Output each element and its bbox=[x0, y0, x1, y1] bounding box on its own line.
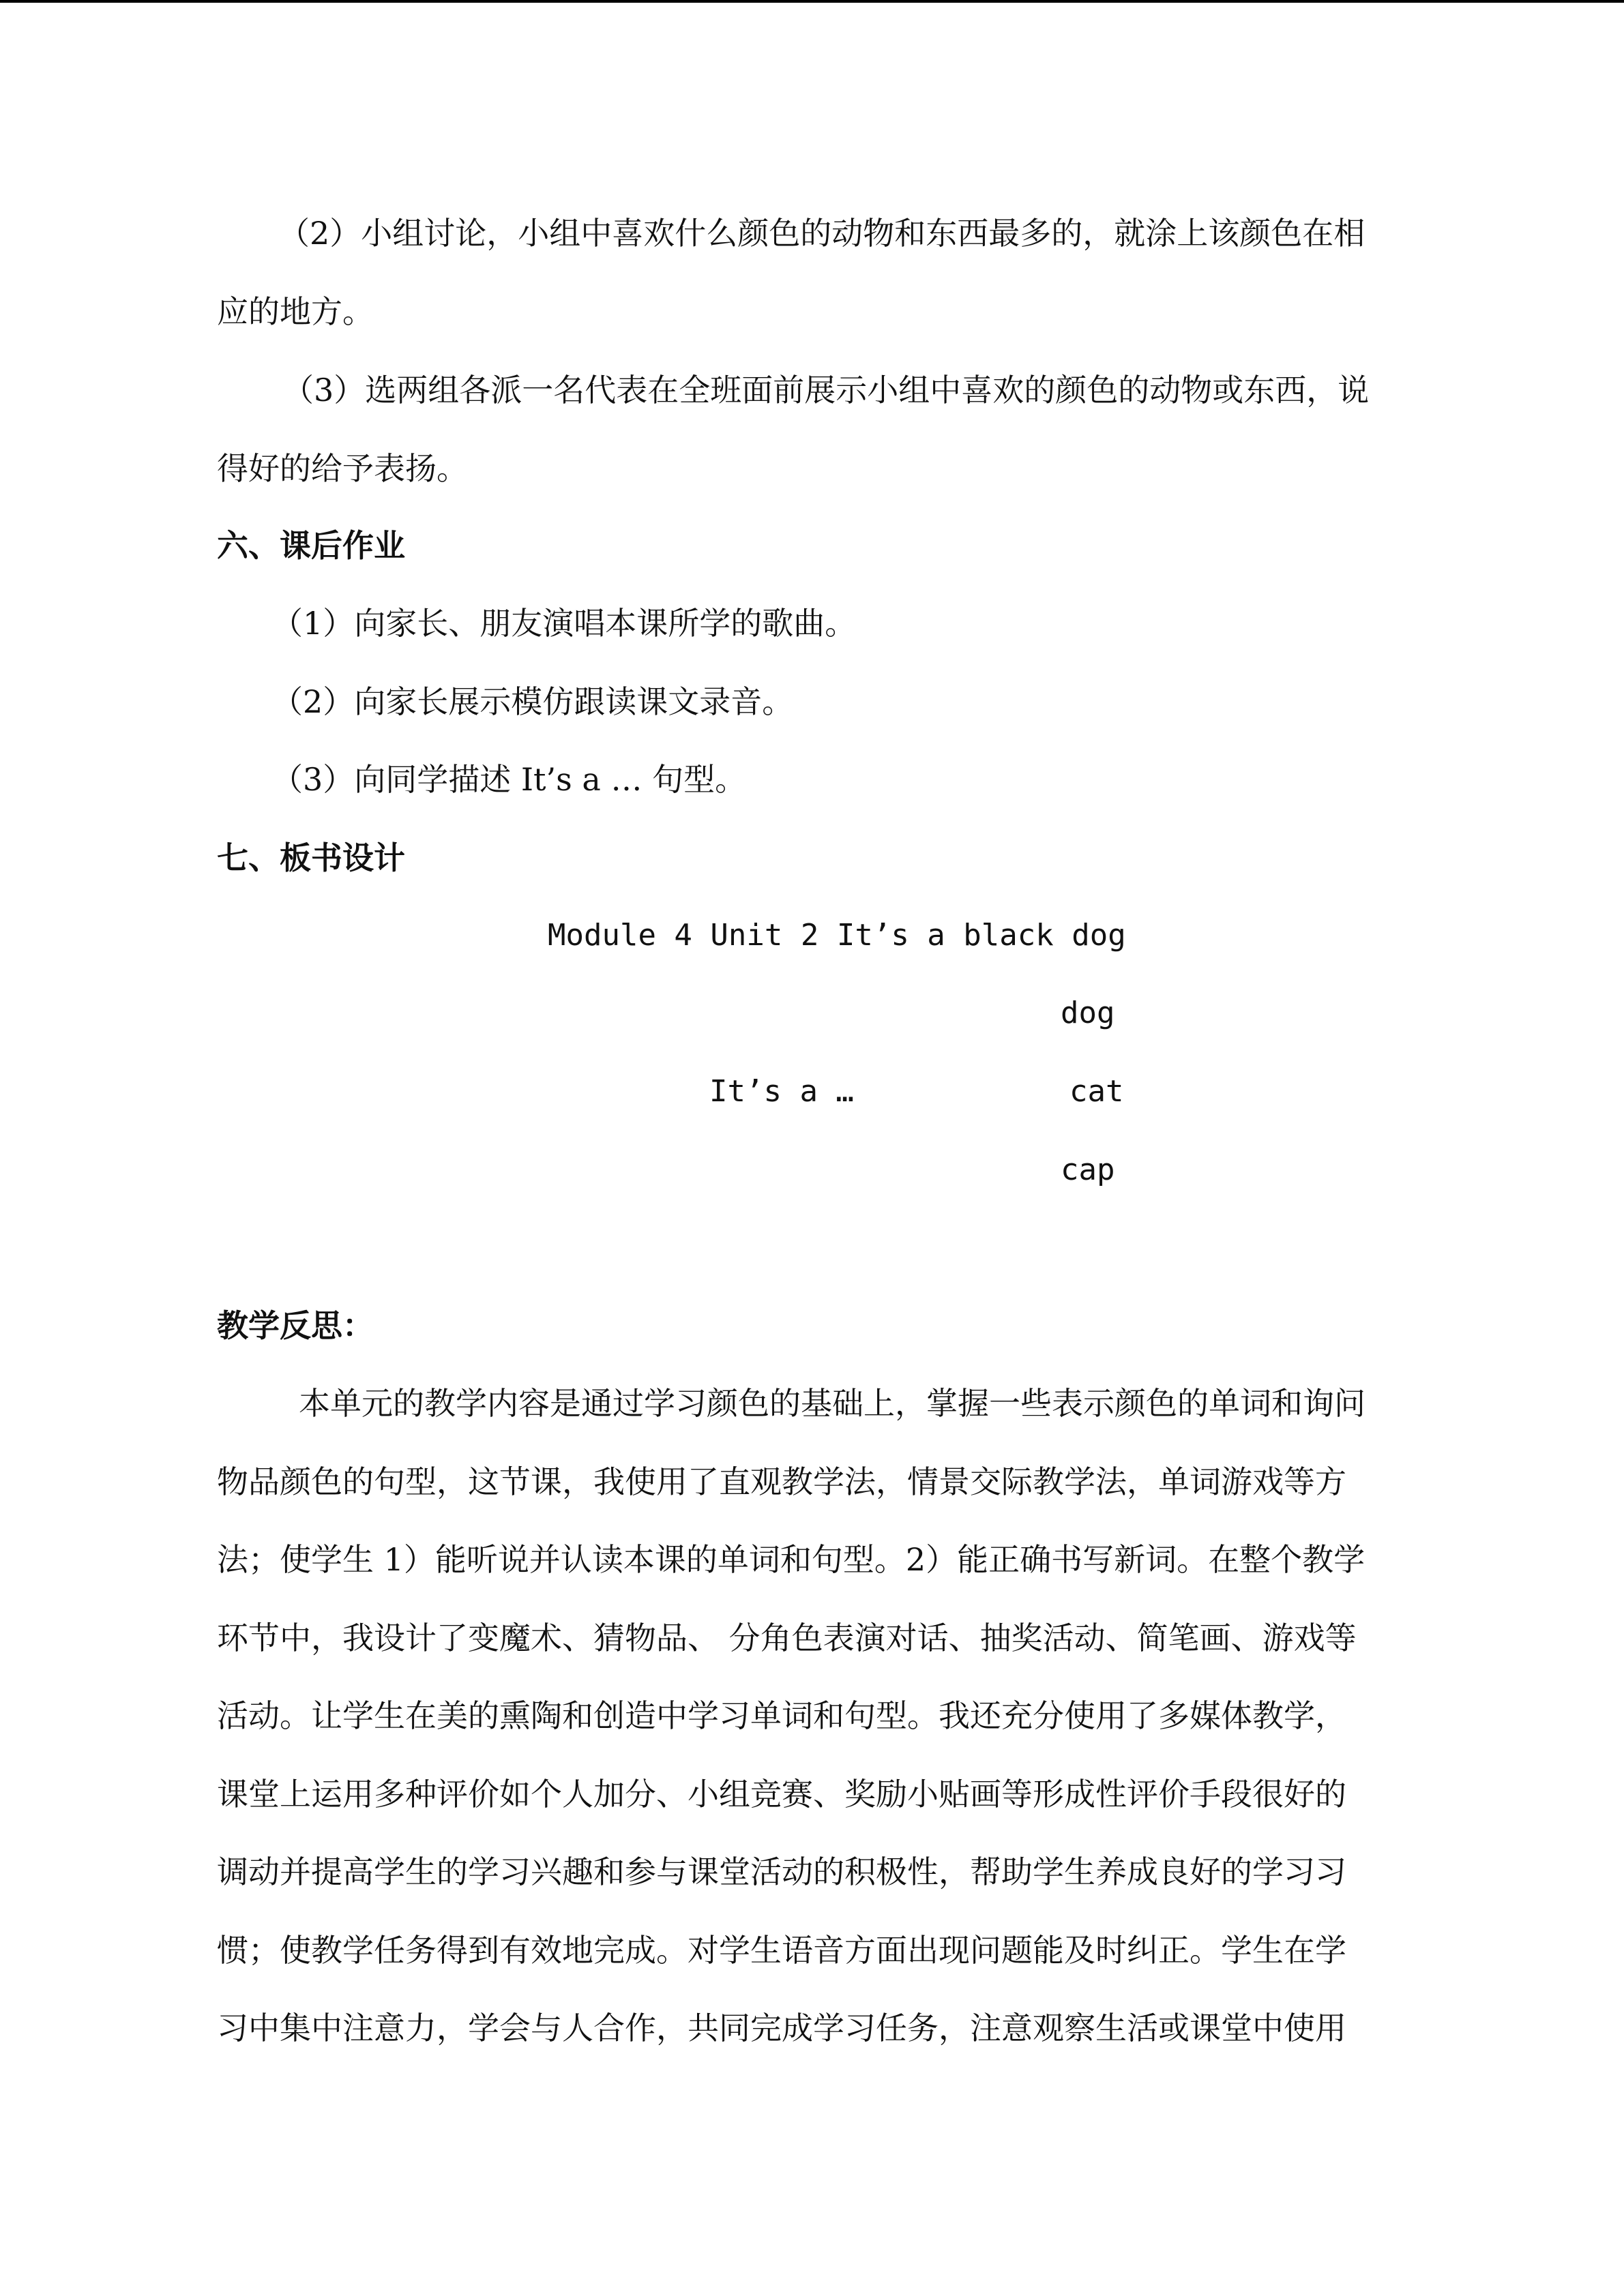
reflection-line-3: 法；使学生 1）能听说并认读本课的单词和句型。2）能正确书写新词。在整个教学 bbox=[217, 1541, 1365, 1578]
reflection-line-8: 惯；使教学任务得到有效地完成。对学生语音方面出现问题能及时纠正。学生在学 bbox=[217, 1932, 1346, 1969]
homework-item-3: （3）向同学描述 It’s a … 句型。 bbox=[271, 761, 747, 798]
board-design-heading: 七、板书设计 bbox=[217, 839, 405, 876]
section5-item2-line2: 应的地方。 bbox=[217, 293, 374, 330]
board-word-dog: dog bbox=[1061, 996, 1115, 1030]
board-sentence-pattern: It’s a … bbox=[709, 1074, 854, 1109]
section5-item3-line1: （3）选两组各派一名代表在全班面前展示小组中喜欢的颜色的动物或东西，说 bbox=[282, 372, 1370, 408]
reflection-line-5: 活动。让学生在美的熏陶和创造中学习单词和句型。我还充分使用了多媒体教学， bbox=[217, 1697, 1346, 1734]
board-title: Module 4 Unit 2 It’s a black dog bbox=[548, 918, 1126, 953]
page-top-border bbox=[0, 0, 1624, 3]
homework-heading: 六、课后作业 bbox=[217, 527, 405, 564]
reflection-line-6: 课堂上运用多种评价如个人加分、小组竞赛、奖励小贴画等形成性评价手段很好的 bbox=[217, 1776, 1346, 1813]
reflection-line-7: 调动并提高学生的学习兴趣和参与课堂活动的积极性，帮助学生养成良好的学习习 bbox=[217, 1853, 1346, 1890]
reflection-line-2: 物品颜色的句型，这节课，我使用了直观教学法，情景交际教学法，单词游戏等方 bbox=[217, 1463, 1346, 1500]
reflection-line-1: 本单元的教学内容是通过学习颜色的基础上，掌握一些表示颜色的单词和询问 bbox=[299, 1385, 1365, 1422]
board-word-cap: cap bbox=[1061, 1152, 1115, 1187]
homework-item-2: （2）向家长展示模仿跟读课文录音。 bbox=[271, 683, 794, 720]
board-word-cat: cat bbox=[1069, 1074, 1124, 1109]
reflection-line-9: 习中集中注意力，学会与人合作，共同完成学习任务，注意观察生活或课堂中使用 bbox=[217, 2010, 1346, 2046]
reflection-line-4: 环节中，我设计了变魔术、猜物品、 分角色表演对话、抽奖活动、简笔画、游戏等 bbox=[217, 1620, 1357, 1656]
homework-item-1: （1）向家长、朋友演唱本课所学的歌曲。 bbox=[271, 605, 857, 642]
section5-item2-line1: （2）小组讨论，小组中喜欢什么颜色的动物和东西最多的，就涂上该颜色在相 bbox=[278, 215, 1365, 252]
reflection-heading: 教学反思： bbox=[217, 1307, 374, 1344]
section5-item3-line2: 得好的给予表扬。 bbox=[217, 450, 468, 487]
